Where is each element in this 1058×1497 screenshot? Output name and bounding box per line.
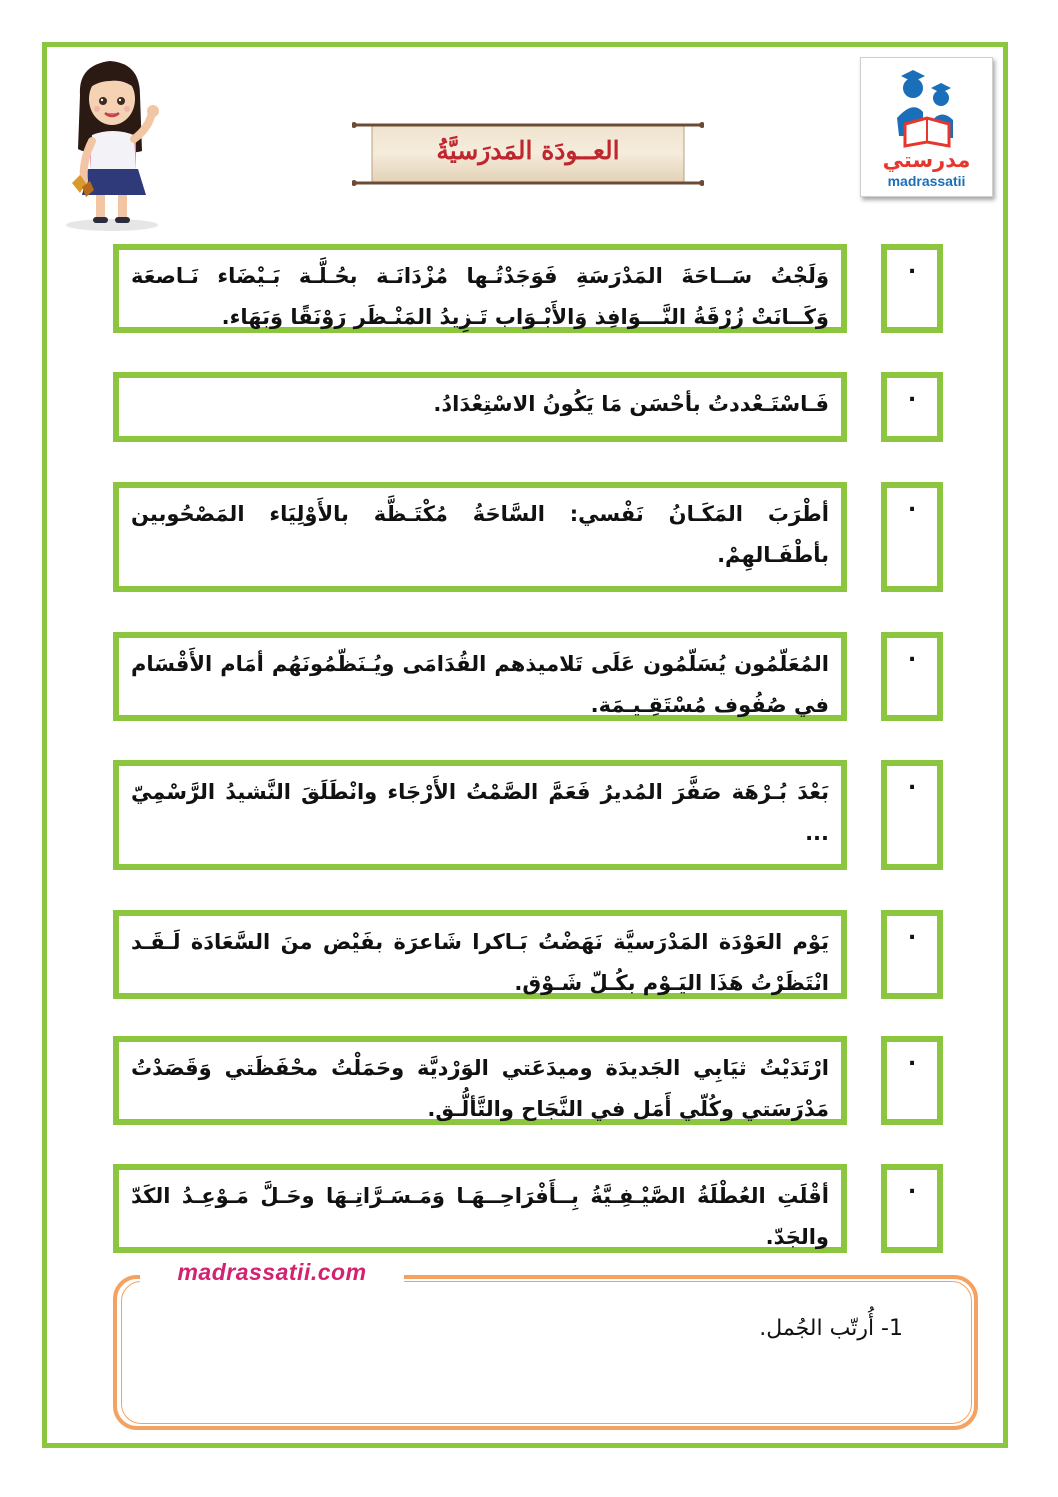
order-answer-box-1[interactable] — [881, 244, 943, 333]
order-mark: . — [907, 254, 917, 279]
sentence-box-2 — [113, 372, 847, 442]
order-answer-box-2[interactable] — [881, 372, 943, 442]
schoolgirl-illustration — [58, 55, 166, 233]
logo-latin-text: madrassatii — [887, 173, 966, 189]
sentence-box-1 — [113, 244, 847, 333]
madrassatii-logo — [860, 57, 993, 197]
reading-students-logo-icon — [861, 62, 992, 152]
sentence-text: فَـاسْتَـعْددتُ بأحْسَن مَا يَكُونُ الاسْتِعْدَادُ. — [433, 392, 829, 416]
sentence-box-6 — [113, 910, 847, 999]
order-mark: . — [907, 920, 917, 945]
order-mark: . — [907, 1046, 917, 1071]
order-answer-box-6[interactable] — [881, 910, 943, 999]
sentence-text: أطْرَبَ المَكَـانُ نَفْسي: السَّاحَةُ مُكْتَـظَّة بالأَوْلِيَاء المَصْحُوبين بأطْفَـالهِمْ. — [131, 502, 829, 567]
logo-arabic-text: مدرستي — [882, 148, 971, 172]
order-answer-box-3[interactable] — [881, 482, 943, 592]
order-answer-box-8[interactable] — [881, 1164, 943, 1253]
order-answer-box-7[interactable] — [881, 1036, 943, 1125]
order-mark: . — [907, 770, 917, 795]
sentence-box-5 — [113, 760, 847, 870]
instruction-box-inner-border — [121, 1281, 972, 1424]
page-title: العــودَة المَدرَسيَّةُ — [436, 135, 620, 165]
sentence-text: يَوْم العَوْدَة المَدْرَسيَّة نَهَضْتُ بَـاكرا شَاعرَة بفَيْض منَ السَّعَادَة لَـقَـد انْتَظَرْتُ هَذَا اليَـوْم بكُـلّ شَـوْق. — [131, 930, 829, 995]
order-answer-box-5[interactable] — [881, 760, 943, 870]
order-mark: . — [907, 492, 917, 517]
instruction-text: 1- أُرتّب الجُمل. — [759, 1316, 903, 1341]
sentence-box-7 — [113, 1036, 847, 1125]
sentence-text: بَعْدَ بُـرْهَة صَفَّرَ المُديرُ فَعَمَّ الصَّمْتُ الأَرْجَاء وانْطَلَقَ النَّشيدُ الرَّسْمِيّ ... — [131, 780, 829, 845]
order-mark: . — [907, 642, 917, 667]
site-watermark: madrassatii.com — [140, 1258, 404, 1286]
sentence-box-4 — [113, 632, 847, 721]
sentence-text: المُعَلّمُون يُسَلّمُون عَلَى تَلاميذهم القُدَامَى ويُـنَظّمُونَهُم أمَام الأَقْسَام في صُفُوف مُسْتَقِـيـمَة. — [131, 652, 829, 717]
sentence-box-8 — [113, 1164, 847, 1253]
order-answer-box-4[interactable] — [881, 632, 943, 721]
order-mark: . — [907, 382, 917, 407]
order-mark: . — [907, 1174, 917, 1199]
sentence-text: وَلَجْتُ سَــاحَةَ المَدْرَسَةِ فَوَجَدْتُـها مُزْدَانَـة بحُـلَّـة بَـيْضَاء نَـاصعَة وَكَــانَتْ زُرْقَةُ النَّـــوَافِذ وَالأَبْـوَاب تَـزِيدُ المَنْـظَر رَوْنَقًا وَبَهَاء. — [131, 264, 829, 329]
sentence-text: ارْتَدَيْتُ ثيَابِي الجَديدَة وميدَعَتي الوَرْديَّة وحَمَلْتُ محْفَظَتي وَقَصَدْتُ مَدْرَسَتي وكُلّي أَمَل في النَّجَاح والتَّألُّـق. — [131, 1056, 829, 1121]
sentence-text: أقْلَتِ العُطْلَةُ الصَّيْـفِـيَّةُ بِــأَفْرَاحِــهَـا وَمَـسَـرَّاتِـهَا وحَـلَّ مَـوْعِـدُ الكَدّ والجَدّ. — [131, 1184, 829, 1249]
sentence-box-3 — [113, 482, 847, 592]
